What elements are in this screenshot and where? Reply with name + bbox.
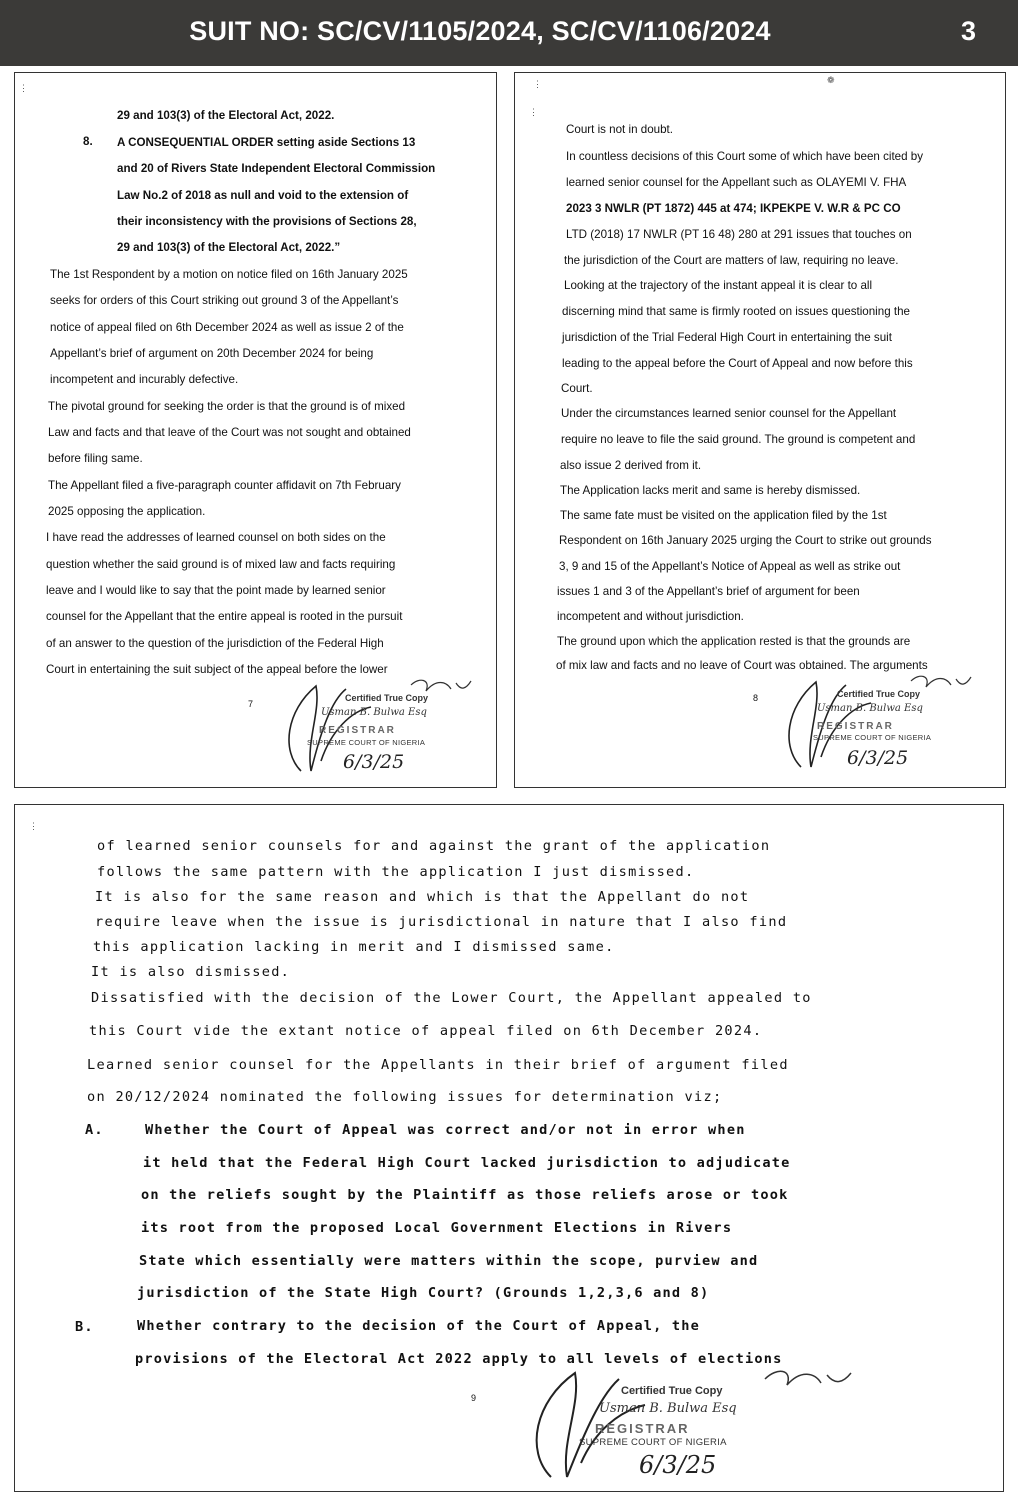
p7-line-20: counsel for the Appellant that the entire appeal is rooted in the pursuit	[46, 610, 403, 623]
p9-page-number: 9	[471, 1393, 477, 1403]
stamp-registrar: REGISTRAR	[817, 721, 894, 732]
p9-line-11: Whether the Court of Appeal was correct and/or not in error when	[145, 1122, 746, 1138]
certified-true-copy-stamp	[515, 1361, 895, 1487]
judgment-page-8	[514, 72, 1006, 788]
p7-line-2: A CONSEQUENTIAL ORDER setting aside Sections 13	[117, 136, 416, 149]
p9-line-0: of learned senior counsels for and against the grant of the application	[97, 838, 771, 854]
p8-page-number: 8	[753, 693, 759, 703]
p9-line-3: require leave when the issue is jurisdictional in nature that I also find	[95, 914, 788, 930]
stamp-date: 6/3/25	[847, 747, 909, 769]
p7-line-8: seeks for orders of this Court striking out ground 3 of the Appellant’s	[50, 294, 399, 307]
p9-issue-b-label: B.	[75, 1319, 94, 1335]
p7-item-number: 8.	[83, 135, 93, 148]
certified-true-copy-stamp	[761, 667, 991, 777]
suit-number-title: SUIT NO: SC/CV/1105/2024, SC/CV/1106/2024	[189, 16, 771, 46]
p8-line-0: Court is not in doubt.	[566, 123, 673, 136]
p9-line-9: on 20/12/2024 nominated the following issues for determination viz;	[87, 1089, 723, 1105]
p7-line-11: incompetent and incurably defective.	[50, 373, 239, 386]
p9-line-13: on the reliefs sought by the Plaintiff as those reliefs arose or took	[141, 1187, 789, 1203]
p8-line-6: Looking at the trajectory of the instant appeal it is clear to all	[564, 279, 873, 292]
p9-line-2: It is also for the same reason and which is that the Appellant do not	[95, 889, 750, 905]
sheet-page-number: 3	[960, 16, 976, 46]
p7-line-16: 2025 opposing the application.	[48, 505, 206, 518]
p8-line-18: issues 1 and 3 of the Appellant’s brief of argument for been	[557, 585, 860, 598]
p7-line-3: and 20 of Rivers State Independent Electoral Commission	[117, 162, 436, 175]
p7-line-9: notice of appeal filed on 6th December 2024 as well as issue 2 of the	[50, 321, 404, 334]
p8-line-9: leading to the appeal before the Court of Appeal and now before this	[562, 357, 913, 370]
p7-line-22: Court in entertaining the suit subject of the appeal before the lower	[46, 663, 388, 676]
p8-line-20: The ground upon which the application rested is that the grounds are	[557, 635, 911, 648]
p8-line-5: the jurisdiction of the Court are matters of law, requiring no leave.	[564, 254, 899, 267]
p8-line-19: incompetent and without jurisdiction.	[557, 610, 744, 623]
p7-line-21: of an answer to the question of the jurisdiction of the Federal High	[46, 637, 384, 650]
p8-line-11: Under the circumstances learned senior counsel for the Appellant	[561, 407, 897, 420]
p7-line-7: The 1st Respondent by a motion on notice filed on 16th January 2025	[50, 268, 408, 281]
stamp-registrar: REGISTRAR	[319, 725, 396, 736]
p9-line-1: follows the same pattern with the application I just dismissed.	[97, 864, 695, 880]
judgment-page-9	[14, 804, 1004, 1492]
p8-line-4: LTD (2018) 17 NWLR (PT 16 48) 280 at 291 issues that touches on	[566, 228, 912, 241]
p7-line-18: question whether the said ground is of mixed law and facts requiring	[46, 558, 396, 571]
p9-line-12: it held that the Federal High Court lacked jurisdiction to adjudicate	[143, 1155, 791, 1171]
p8-line-8: jurisdiction of the Trial Federal High Court in entertaining the suit	[562, 331, 892, 344]
p8-line-17: 3, 9 and 15 of the Appellant’s Notice of Appeal as well as strike out	[559, 560, 901, 573]
scan-mark: ⋮	[529, 107, 538, 117]
p9-issue-a-label: A.	[85, 1122, 104, 1138]
stamp-date: 6/3/25	[343, 751, 405, 773]
stamp-name: Usman B. Bulwa Esq	[599, 1401, 737, 1416]
p8-line-1: In countless decisions of this Court some of which have been cited by	[566, 150, 924, 163]
p9-line-15: State which essentially were matters within the scope, purview and	[139, 1253, 759, 1269]
stamp-certified: Certified True Copy	[621, 1385, 723, 1397]
p8-line-13: also issue 2 derived from it.	[560, 459, 702, 472]
p9-line-16: jurisdiction of the State High Court? (Grounds 1,2,3,6 and 8)	[137, 1285, 710, 1301]
scan-mark: ⋮	[19, 83, 28, 93]
p8-line-16: Respondent on 16th January 2025 urging the Court to strike out grounds	[559, 534, 932, 547]
stamp-registrar: REGISTRAR	[595, 1421, 690, 1436]
p7-line-12: The pivotal ground for seeking the order is that the ground is of mixed	[48, 400, 406, 413]
stamp-court: SUPREME COURT OF NIGERIA	[579, 1437, 727, 1448]
p7-line-15: The Appellant filed a five-paragraph counter affidavit on 7th February	[48, 479, 401, 492]
p9-line-7: this Court vide the extant notice of appeal filed on 6th December 2024.	[89, 1023, 763, 1039]
p9-line-14: its root from the proposed Local Government Elections in Rivers	[141, 1220, 733, 1236]
p7-line-10: Appellant’s brief of argument on 20th December 2024 for being	[50, 347, 374, 360]
stamp-court: SUPREME COURT OF NIGERIA	[813, 733, 932, 742]
p8-line-21: of mix law and facts and no leave of Court was obtained. The arguments	[556, 659, 928, 672]
scan-mark: ⋮	[533, 79, 542, 89]
stamp-certified: Certified True Copy	[837, 689, 921, 699]
p9-line-18: Whether contrary to the decision of the Court of Appeal, the	[137, 1318, 701, 1334]
scan-mark: ⋮	[29, 821, 38, 831]
p7-page-number: 7	[248, 699, 254, 709]
p8-line-12: require no leave to file the said ground. The ground is competent and	[561, 433, 916, 446]
p9-line-5: It is also dismissed.	[91, 964, 291, 980]
stamp-name: Usman B. Bulwa Esq	[321, 707, 427, 718]
p8-line-15: The same fate must be visited on the application filed by the 1st	[560, 509, 887, 522]
p7-line-14: before filing same.	[48, 452, 143, 465]
p9-line-19: provisions of the Electoral Act 2022 apply to all levels of elections	[135, 1351, 783, 1367]
p8-line-3: 2023 3 NWLR (PT 1872) 445 at 474; IKPEKPE V. W.R & PC CO	[566, 202, 901, 215]
stamp-court: SUPREME COURT OF NIGERIA	[307, 738, 426, 747]
p9-line-4: this application lacking in merit and I dismissed same.	[93, 939, 615, 955]
p7-line-13: Law and facts and that leave of the Court was not sought and obtained	[48, 426, 411, 439]
p7-line-6: 29 and 103(3) of the Electoral Act, 2022.”	[117, 241, 341, 254]
p8-line-7: discerning mind that same is firmly rooted on issues questioning the	[562, 305, 910, 318]
p8-line-10: Court.	[561, 382, 593, 395]
stamp-certified: Certified True Copy	[345, 693, 429, 703]
p9-line-8: Learned senior counsel for the Appellants in their brief of argument filed	[87, 1057, 789, 1073]
stamp-date: 6/3/25	[639, 1451, 717, 1479]
p8-line-14: The Application lacks merit and same is hereby dismissed.	[560, 484, 861, 497]
scan-mark: ❁	[827, 75, 835, 85]
p8-line-2: learned senior counsel for the Appellant such as OLAYEMI V. FHA	[566, 176, 907, 189]
header-bar	[0, 0, 1018, 66]
stamp-name: Usman B. Bulwa Esq	[817, 703, 923, 714]
p7-line-19: leave and I would like to say that the point made by learned senior	[46, 584, 386, 597]
judgment-page-7	[14, 72, 497, 788]
p7-line-4: Law No.2 of 2018 as null and void to the extension of	[117, 189, 409, 202]
p7-line-17: I have read the addresses of learned counsel on both sides on the	[46, 531, 386, 544]
p9-line-6: Dissatisfied with the decision of the Lower Court, the Appellant appealed to	[91, 990, 812, 1006]
certified-true-copy-stamp	[261, 671, 491, 781]
p7-line-5: their inconsistency with the provisions of Sections 28,	[117, 215, 417, 228]
p7-line-0: 29 and 103(3) of the Electoral Act, 2022.	[117, 109, 335, 122]
